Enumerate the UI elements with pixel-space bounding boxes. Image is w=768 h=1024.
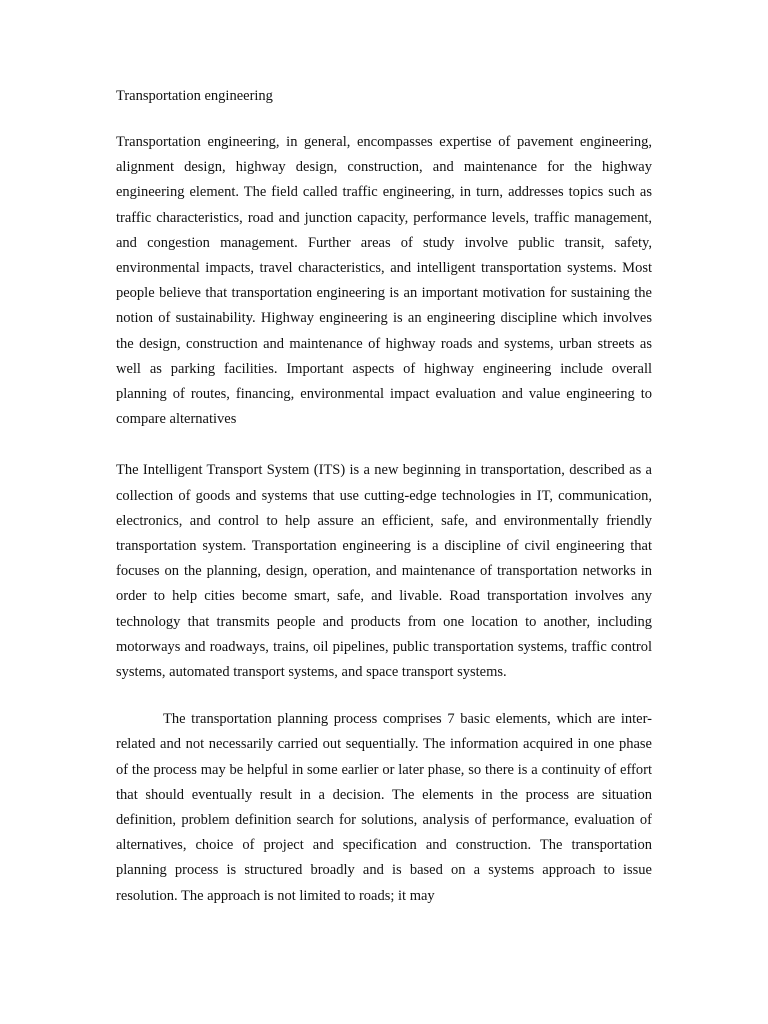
paragraph-transportation-planning-process: The transportation planning process comprises 7 basic elements, which are inter-related and not necessarily carried out sequentially. The information acquired in one phase of the process may be helpful in some earlier or later phase, so there is a continuity of effort that should eventually result in a decision. The elements in the process are situation definition, problem definition search for solutions, analysis of performance, evaluation of alternatives, choice of project and specification and construction. The transportation planning process is structured broadly and is based on a systems approach to issue resolution. The approach is not limited to roads; it may [116, 711, 652, 904]
document-page [116, 86, 652, 931]
paragraph-intelligent-transport-system: The Intelligent Transport System (ITS) is a new beginning in transportation, described as a collection of goods and systems that use cutting-edge technologies in IT, communication, electronics, and control to help assure an efficient, safe, and environmentally friendly transportation system. Transportation engineering is a discipline of civil engineering that focuses on the planning, design, operation, and maintenance of transportation networks in order to help cities become smart, safe, and livable. Road transportation involves any technology that transmits people and products from one location to another, including motorways and roadways, trains, oil pipelines, public transportation systems, traffic control systems, automated transport systems, and space transport systems. [116, 462, 652, 681]
document-title: Transportation engineering [116, 88, 273, 104]
paragraph-transportation-engineering: Transportation engineering, in general, encompasses expertise of pavement engineering, alignment design, highway design, construction, and maintenance for the highway engineering element. The field called traffic engineering, in turn, addresses topics such as traffic characteristics, road and junction capacity, performance levels, traffic management, and congestion management. Further areas of study involve public transit, safety, environmental impacts, travel characteristics, and intelligent transportation systems. Most people believe that transportation engineering is an important motivation for sustaining the notion of sustainability. Highway engineering is an engineering discipline which involves the design, construction and maintenance of highway roads and systems, urban streets as well as parking facilities. Important aspects of highway engineering include overall planning of routes, financing, environmental impact evaluation and value engineering to compare alternatives [116, 134, 652, 428]
